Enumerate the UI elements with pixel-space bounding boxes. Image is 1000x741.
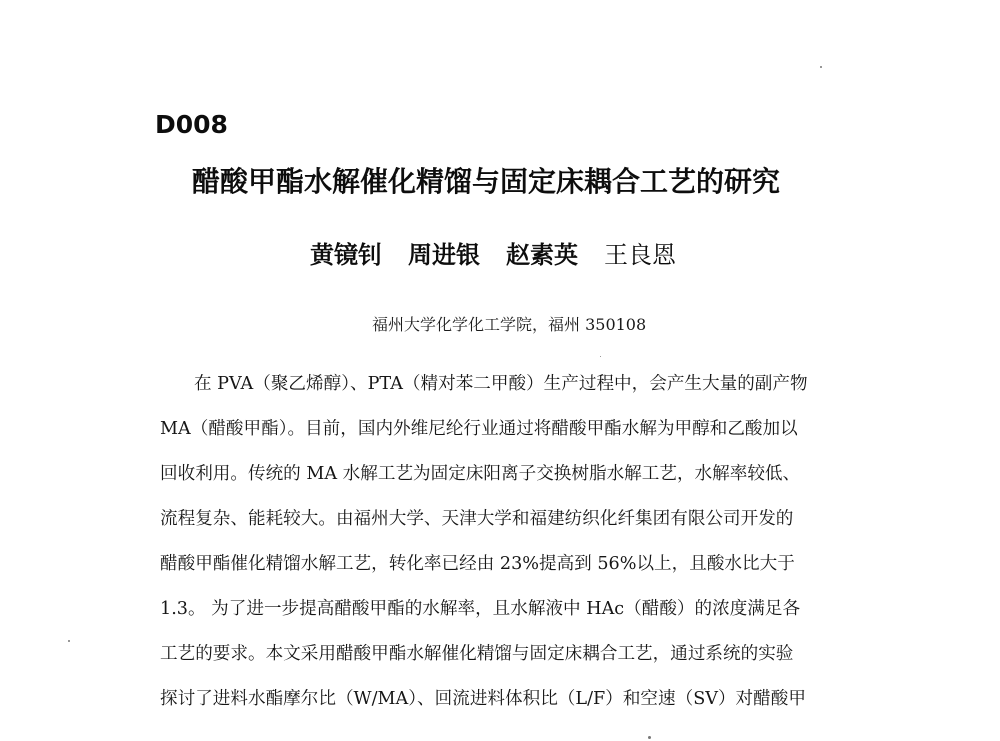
paper-title: 醋酸甲酯水解催化精馏与固定床耦合工艺的研究 [192, 165, 781, 198]
paper-code: D008 [155, 110, 228, 139]
body-line: 流程复杂、能耗较大。由福州大学、天津大学和福建纺织化纤集团有限公司开发的 [160, 509, 794, 529]
author-name: 周进银 [408, 241, 480, 269]
scan-speck [820, 66, 822, 68]
body-line: 醋酸甲酯催化精馏水解工艺，转化率已经由 23%提高到 56%以上，且酸水比大于 [160, 554, 795, 574]
author-affiliation: 福州大学化学化工学院，福州 350108 [372, 315, 647, 334]
author-name: 赵素英 [506, 241, 578, 269]
body-line: MA（醋酸甲酯）。目前，国内外维尼纶行业通过将醋酸甲酯水解为甲醇和乙酸加以 [160, 419, 798, 439]
body-line: 探讨了进料水酯摩尔比（W/MA）、回流进料体积比（L/F）和空速（SV）对醋酸甲 [160, 689, 806, 709]
scan-speck [68, 640, 70, 642]
body-line: 1.3。 为了进一步提高醋酸甲酯的水解率，且水解液中 HAc（醋酸）的浓度满足各 [160, 599, 801, 619]
scan-speck [648, 736, 651, 739]
body-line: 工艺的要求。本文采用醋酸甲酯水解催化精馏与固定床耦合工艺，通过系统的实验 [160, 644, 794, 664]
author-name: 黄镜钊 [310, 241, 382, 269]
scan-speck [600, 356, 601, 357]
body-line: 在 PVA（聚乙烯醇）、PTA（精对苯二甲酸）生产过程中，会产生大量的副产物 [194, 374, 808, 394]
author-name: 王良恩 [604, 241, 676, 269]
body-line: 回收利用。传统的 MA 水解工艺为固定床阳离子交换树脂水解工艺，水解率较低、 [160, 464, 801, 484]
author-list [310, 243, 676, 267]
